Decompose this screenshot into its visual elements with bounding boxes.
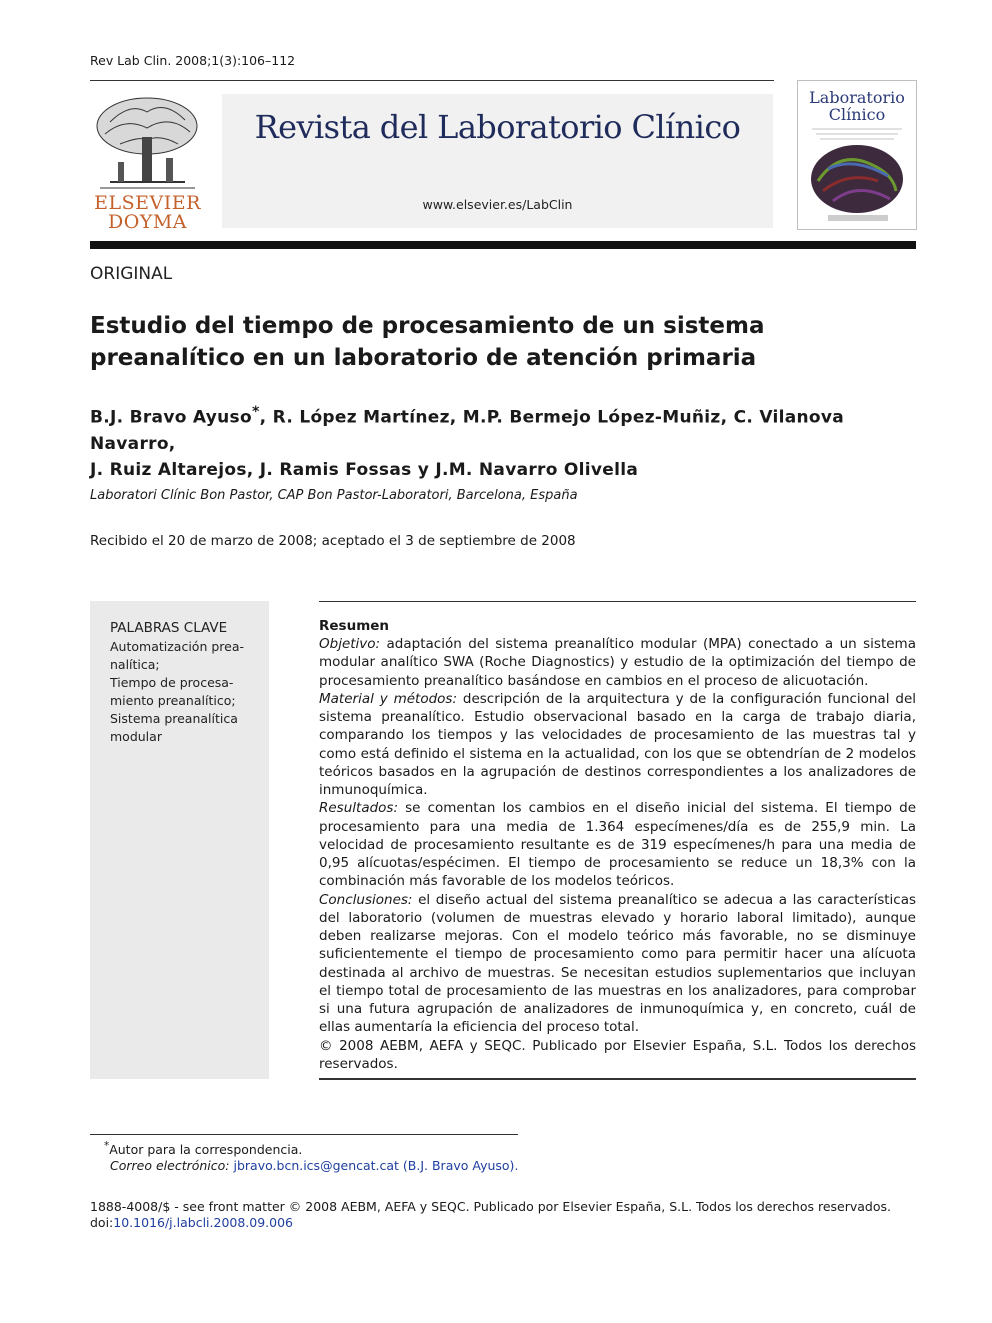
received-dates: Recibido el 20 de marzo de 2008; aceptado el 3 de septiembre de 2008 (90, 533, 576, 549)
keyword-line: Automatización prea- (110, 639, 245, 654)
journal-title: Revista del Laboratorio Clínico (254, 108, 741, 146)
author-mark[interactable]: * (251, 404, 260, 420)
abstract-resultados: Resultados: se comentan los cambios en el diseño inicial del sistema. El tiempo de procesamiento para una media de 1.364 especímenes/día es de 255,9 min. La velocidad de procesamiento resultante es de 319 especímenes/h para una media de 0,95 alícuotas/espécimen. El tiempo de procesamiento se reduce un 18,3% con la combinación más favorable de los modelos teóricos. (319, 800, 917, 890)
keyword-line: nalítica; (110, 657, 160, 672)
journal-url[interactable]: www.elsevier.es/LabClin (422, 197, 573, 212)
abstract-bottom-rule (319, 1078, 916, 1080)
doi-line: doi:10.1016/j.labcli.2008.09.006 (90, 1215, 294, 1230)
header-thick-rule (90, 241, 916, 249)
logo-text-doyma: DOYMA (107, 211, 188, 233)
journal-citation: Rev Lab Clin. 2008;1(3):106–112 (90, 53, 296, 68)
keyword-line: Tiempo de procesa- (110, 675, 234, 690)
tree-icon (90, 92, 205, 190)
abstract-heading: Resumen (319, 618, 390, 634)
abstract-material: Material y métodos: descripción de la arquitectura y de la configuración funcional del sistema preanalítico. Estudio observacional basado en la carga de trabajo diaria, comparando los tiempos y las velocidades de procesamiento de las muestras tal y como está definido el sistema en la actualidad, con los que se obtendrían de 2 modelos teóricos basados en la agrupación de destinos correspondientes a los analizadores de inmunoquímica. (319, 690, 917, 798)
keywords-heading: PALABRAS CLAVE (110, 620, 228, 636)
journal-cover-thumbnail (797, 80, 917, 230)
corresponding-author[interactable]: B.J. Bravo Ayuso (90, 407, 252, 428)
cover-image-icon (798, 81, 916, 229)
header-rule (90, 80, 774, 81)
abstract-copyright: © 2008 AEBM, AEFA y SEQC. Publicado por Elsevier España, S.L. Todos los derechos reservados. (319, 1037, 916, 1072)
footnote-rule (90, 1134, 518, 1135)
abstract-objetivo: Objetivo: adaptación del sistema preanalítico modular (MPA) conectado a un sistema modular analítico SWA (Roche Diagnostics) y estudio de la optimización del tiempo de procesamiento preanalítico basándose en cambios en el proceso de alicuotación. (319, 636, 916, 689)
affiliation: Laboratori Clínic Bon Pastor, CAP Bon Pastor-Laboratori, Barcelona, España (90, 488, 578, 503)
article-authors: B.J. Bravo Ayuso*, R. López Martínez, M.P. Bermejo López-Muñiz, C. Vilanova Navarro, J. Ruiz Altarejos, J. Ramis Fossas y J.M. Navarro Olivella (90, 404, 845, 480)
article-section: ORIGINAL (90, 264, 173, 284)
email-link[interactable]: jbravo.bcn.ics@gencat.cat (B.J. Bravo Ayuso). (233, 1158, 519, 1173)
keyword-line: modular (110, 729, 162, 744)
elsevier-doyma-logo (90, 92, 205, 232)
keyword-line: Sistema preanalítica (110, 711, 238, 726)
journal-banner (222, 94, 773, 228)
abstract-body (319, 635, 916, 1073)
doi-link[interactable]: 10.1016/j.labcli.2008.09.006 (113, 1215, 294, 1230)
article-title: Estudio del tiempo de procesamiento de un sistema preanalítico en un laboratorio de atención primaria (90, 313, 765, 371)
footnote-email: Correo electrónico: jbravo.bcn.ics@gencat.cat (B.J. Bravo Ayuso). (110, 1158, 519, 1173)
issn-line: 1888-4008/$ - see front matter © 2008 AEBM, AEFA y SEQC. Publicado por Elsevier España, S.L. Todos los derechos reservados. (90, 1199, 891, 1214)
abstract-top-rule (319, 601, 916, 602)
keywords-box (90, 601, 269, 1079)
logo-text-elsevier: ELSEVIER (94, 192, 201, 214)
abstract-conclusiones: Conclusiones: el diseño actual del sistema preanalítico se adecua a las características del laboratorio (volumen de muestras elevado y horario laboral limitado), aunque deben realizarse mejoras. Con el modelo teórico más favorable, no se disminuye suficientemente el tiempo de procesamiento como para permitir hacer una alícuota destinada al archivo de muestras. Se necesitan estudios suplementarios que incluyan el tiempo total de procesamiento de las muestras en los analizadores, para comprobar si una futura agrupación de analizadores de inmunoquímica y, en concreto, cuál de ellas aumentaría la eficiencia del proceso total. (319, 891, 916, 1036)
keyword-line: miento preanalítico; (110, 693, 236, 708)
footnote-corresponding: *Autor para la correspondencia. (104, 1140, 303, 1158)
cover-title: Laboratorio Clínico (809, 88, 905, 124)
